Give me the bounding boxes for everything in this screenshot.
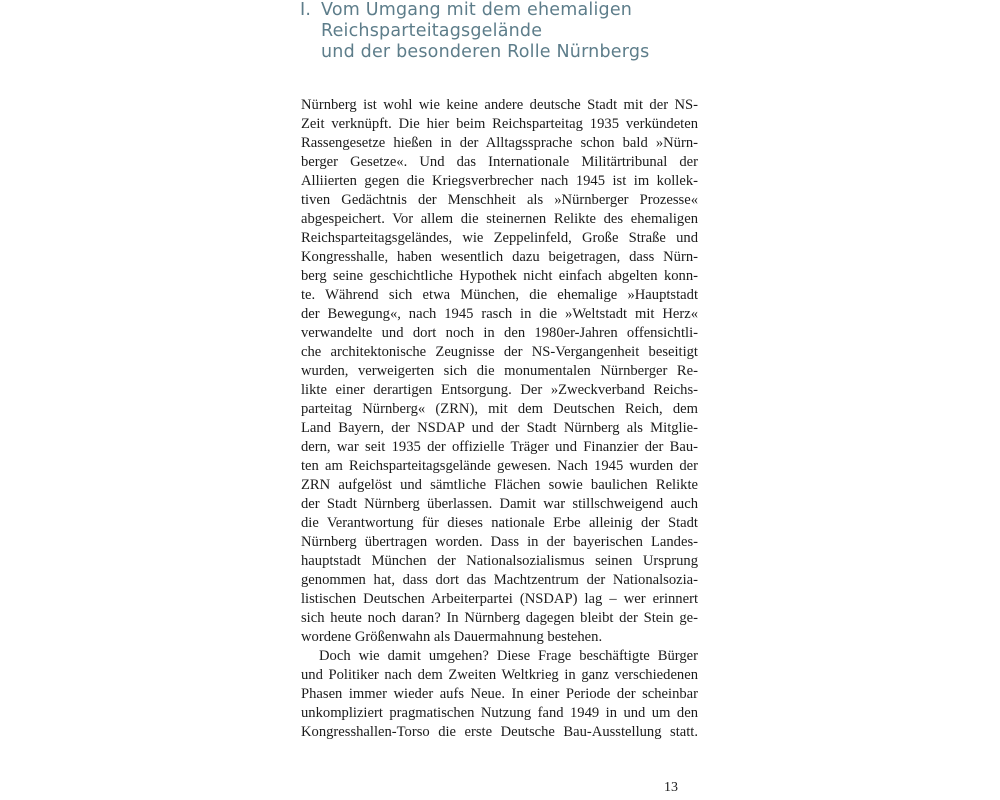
text-line: berg seine geschichtliche Hypothek nicht einfach abgelten konn- xyxy=(301,268,698,284)
text-line: wordene Größenwahn als Dauermahnung bestehen. xyxy=(301,629,603,645)
text-line: Alliierten gegen die Kriegsverbrecher nach 1945 ist im kollek- xyxy=(301,173,698,189)
text-line: Zeit verknüpft. Die hier beim Reichsparteitag 1935 verkündeten xyxy=(301,116,698,132)
text-line: Reichsparteitagsgeländes, wie Zeppelinfeld, Große Straße und xyxy=(301,230,698,246)
text-line: der Stadt Nürnberg überlassen. Damit war stillschweigend auch xyxy=(301,496,698,512)
text-line: che architektonische Zeugnisse der NS-Vergangenheit beseitigt xyxy=(301,344,698,360)
text-line: Nürnberg übertragen worden. Dass in der bayerischen Landes- xyxy=(301,534,698,550)
text-line: Phasen immer wieder aufs Neue. In einer Periode der scheinbar xyxy=(301,686,698,702)
text-line: der Bewegung«, nach 1945 rasch in die »Weltstadt mit Herz« xyxy=(301,306,698,322)
text-line: abgespeichert. Vor allem die steinernen Relikte des ehemaligen xyxy=(301,211,698,227)
paragraph-1 xyxy=(301,96,698,647)
text-line: die Verantwortung für dieses nationale Erbe alleinig der Stadt xyxy=(301,515,698,531)
chapter-number: I. xyxy=(300,0,312,20)
text-line: Kongresshalle, haben wesentlich dazu beigetragen, dass Nürn- xyxy=(301,249,698,265)
chapter-heading-line-1 xyxy=(300,0,720,21)
text-line: likte einer derartigen Entsorgung. Der »Zweckverband Reichs- xyxy=(301,382,698,398)
text-line: genommen hat, dass dort das Machtzentrum der Nationalsozia- xyxy=(301,572,698,588)
text-line: Rassengesetze hießen in der Alltagssprache schon bald »Nürn- xyxy=(301,135,698,151)
text-line: ZRN aufgelöst und sämtliche Flächen sowie baulichen Relikte xyxy=(301,477,698,493)
text-line: Kongresshallen-Torso die erste Deutsche Bau-Ausstellung statt. xyxy=(301,724,698,740)
text-line: hauptstadt München der Nationalsozialismus seinen Ursprung xyxy=(301,553,698,569)
body-text xyxy=(301,96,698,742)
text-line: parteitag Nürnberg« (ZRN), mit dem Deutschen Reich, dem xyxy=(301,401,698,417)
text-line: verwandelte und dort noch in den 1980er-Jahren offensichtli- xyxy=(301,325,698,341)
text-line: Land Bayern, der NSDAP und der Stadt Nürnberg als Mitglie- xyxy=(301,420,698,436)
text-line: ten am Reichsparteitagsgelände gewesen. Nach 1945 wurden der xyxy=(301,458,698,474)
text-line: wurden, verweigerten sich die monumentalen Nürnberger Re- xyxy=(301,363,698,379)
text-line: te. Während sich etwa München, die ehemalige »Hauptstadt xyxy=(301,287,698,303)
text-line: sich heute noch daran? In Nürnberg dagegen bleibt der Stein ge- xyxy=(301,610,698,626)
page-number: 13 xyxy=(664,780,678,795)
chapter-title-line: Reichsparteitagsgelände xyxy=(321,21,543,41)
text-line: berger Gesetze«. Und das Internationale Militärtribunal der xyxy=(301,154,698,170)
text-line: unkompliziert pragmatischen Nutzung fand 1949 in und um den xyxy=(301,705,698,721)
text-line: tiven Gedächtnis der Menschheit als »Nürnberger Prozesse« xyxy=(301,192,698,208)
text-line: listischen Deutschen Arbeiterpartei (NSDAP) lag – wer erinnert xyxy=(301,591,698,607)
paragraph-2 xyxy=(301,647,698,742)
text-line: Nürnberg ist wohl wie keine andere deutsche Stadt mit der NS- xyxy=(301,97,698,113)
text-line: Doch wie damit umgehen? Diese Frage beschäftigte Bürger xyxy=(319,648,698,664)
chapter-heading xyxy=(300,0,720,63)
chapter-title-line: Vom Umgang mit dem ehemaligen xyxy=(321,0,633,20)
chapter-title-line: und der besonderen Rolle Nürnbergs xyxy=(321,42,650,62)
text-line: und Politiker nach dem Zweiten Weltkrieg in ganz verschiedenen xyxy=(301,667,698,683)
text-line: dern, war seit 1935 der offizielle Träger und Finanzier der Bau- xyxy=(301,439,698,455)
